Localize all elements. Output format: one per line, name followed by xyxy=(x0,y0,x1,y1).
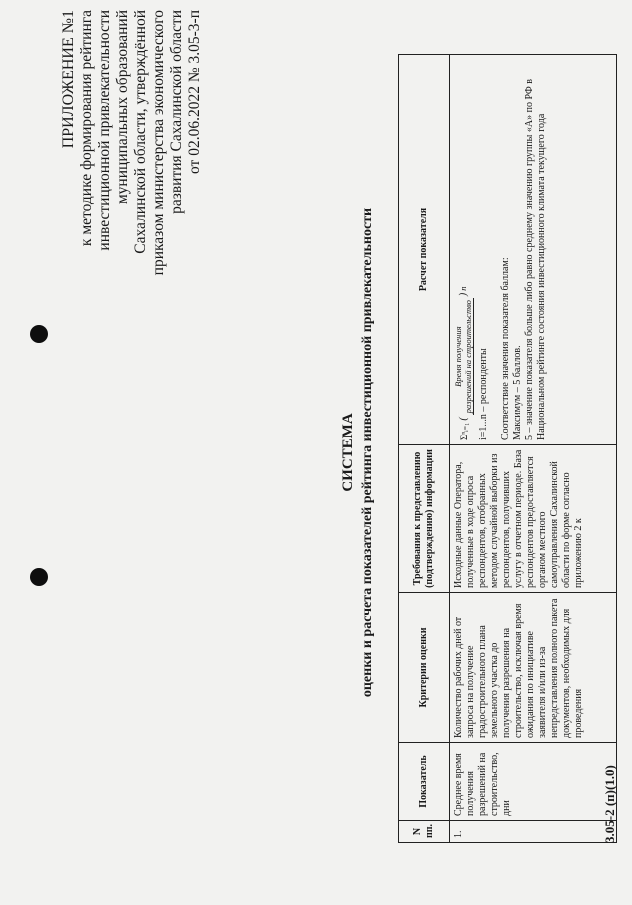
cell-criteria: Количество рабочих дней от запроса на получение градостроительного плана земельного участка до получения разрешения на строительство, исключая время ожидания по инициативе заявителя и/или из-за непредставления полного пакета документов, необходимых для проведения xyxy=(450,593,617,743)
system-title: СИСТЕМА xyxy=(340,413,356,492)
formula-sum: Σⁿᵢ₌₁ xyxy=(458,422,469,440)
formula-fraction xyxy=(453,298,474,415)
document-code: 3.05-2 (п)(1.0) xyxy=(602,765,617,843)
appendix-line: Сахалинской области, утверждённой xyxy=(132,10,149,254)
header-calculation: Расчет показателя xyxy=(399,55,450,445)
cell-num: 1. xyxy=(450,821,617,843)
table-header-row xyxy=(399,55,450,843)
header-criteria: Критерии оценки xyxy=(399,593,450,743)
appendix-title: ПРИЛОЖЕНИЕ №1 xyxy=(60,10,77,149)
formula-denominator-block xyxy=(458,286,469,290)
calc-line: i=1...n – респонденты xyxy=(478,348,489,440)
formula-numerator-top: Время получения xyxy=(453,326,463,387)
formula-denominator: n xyxy=(458,286,468,291)
appendix-line: муниципальных образований xyxy=(114,10,131,205)
formula-numerator-bottom: разрешений на строительство xyxy=(463,300,473,414)
table-row xyxy=(450,55,617,843)
appendix-line: к методике формирования рейтинга xyxy=(78,10,95,247)
header-requirements: Требования к представлению (подтверждению) информации xyxy=(399,445,450,593)
header-num: N пп. xyxy=(399,821,450,843)
appendix-line: приказом министерства экономического xyxy=(150,10,167,276)
calc-line: Максимум – 5 баллов. xyxy=(512,345,523,440)
formula: Σⁿᵢ₌₁ ( Время получения разрешений на строительство ) n xyxy=(453,286,473,440)
calc-line: Соответствие значения показателя баллам: xyxy=(500,257,511,440)
cell-indicator: Среднее время получения разрешений на строительство, дни xyxy=(450,743,617,821)
system-subtitle: оценки и расчета показателей рейтинга инвестиционной привлекательности xyxy=(360,207,375,698)
cell-calculation xyxy=(450,55,617,445)
cell-requirements: Исходные данные Оператора, полученные в ходе опроса респондентов, отобранных методом случайной выборки из респондентов, получивших услугу в отчетном периоде. База респондентов предоставляется органом местного самоуправления Сахалинской области по форме согласно приложению 2 к xyxy=(450,445,617,593)
header-indicator: Показатель xyxy=(399,743,450,821)
indicators-table xyxy=(398,54,617,843)
formula-numerator xyxy=(453,298,474,415)
appendix-line: развития Сахалинской области xyxy=(168,10,185,214)
appendix-line: инвестиционной привлекательности xyxy=(96,10,113,251)
appendix-block xyxy=(60,10,204,310)
calc-line: 5 – значение показателя больше либо равно среднему значению группы «А» по РФ в Национальном рейтинге состояния инвестиционного климата текущего года xyxy=(524,79,547,440)
appendix-line: от 02.06.2022 № 3.05-3-п xyxy=(186,10,203,174)
